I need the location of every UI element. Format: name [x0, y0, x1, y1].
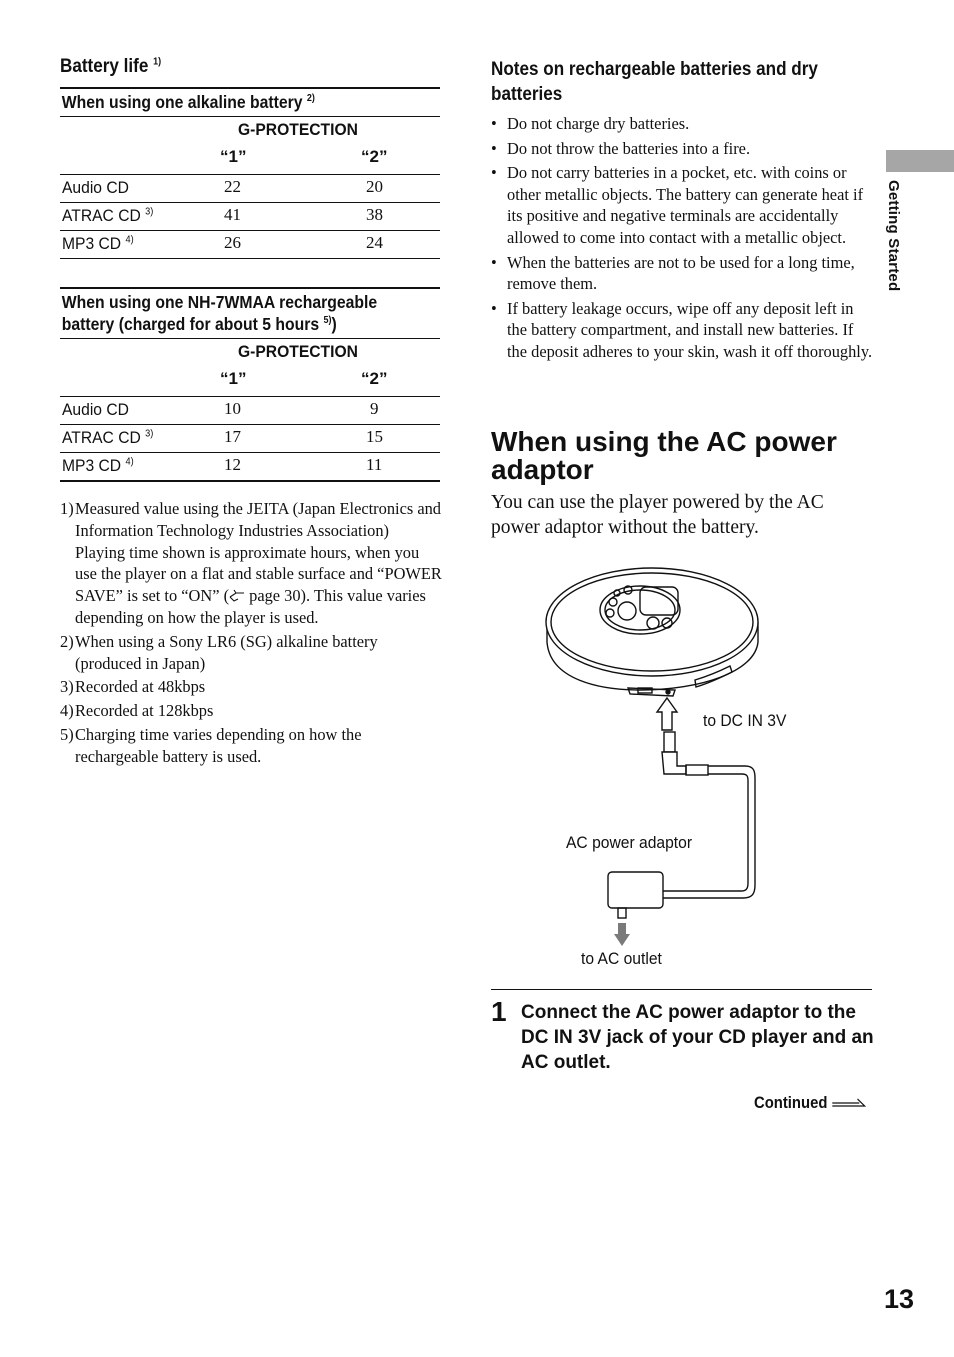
dc-plug-cable [662, 732, 755, 898]
outlet-label: to AC outlet [581, 949, 662, 968]
step-divider [491, 989, 872, 990]
table-row: ATRAC CD $^{3)}$ 17 15 [62, 427, 383, 447]
rechargeable-battery-table [60, 287, 440, 482]
page-reference-icon [229, 586, 245, 605]
column-header-1: “1” [220, 369, 247, 388]
step-number: 1 [491, 996, 507, 1027]
section-tab-marker [886, 150, 954, 172]
ac-adaptor-icon [608, 872, 663, 918]
section-heading: When using the AC power adaptor [491, 426, 837, 485]
table-caption: When using one alkaline battery $^{2)}$ [61, 92, 315, 112]
section-intro: You can use the player powered by the AC power adaptor without the battery. [491, 492, 824, 538]
g-protection-header: G-PROTECTION [238, 342, 358, 361]
table-caption: When using one NH-7WMAA rechargeable battery (charged for about 5 hours $^{5)}$) [61, 292, 378, 334]
list-item: • If battery leakage occurs, wipe off any deposit left in the battery compartment, and install new batteries. If the deposit adheres to your skin, wash it off thoroughly. [491, 298, 873, 361]
table-row: Audio CD 22 20 [62, 177, 383, 197]
ac-adaptor-illustration [490, 560, 790, 960]
step-text: Connect the AC power adaptor to the DC IN 3V jack of your CD player and an AC outlet. [521, 1002, 874, 1073]
table-row: ATRAC CD $^{3)}$ 41 38 [62, 205, 383, 225]
list-item: • Do not carry batteries in a pocket, etc. with coins or other metallic objects. The battery can generate heat if its positive and negative terminals are accidentally allowed to come into contact with a metallic object. [491, 163, 864, 247]
section-tab-label: Getting Started [885, 180, 902, 292]
table-row: MP3 CD $^{4)}$ 26 24 [62, 233, 383, 253]
table-row: MP3 CD $^{4)}$ 12 11 [62, 455, 383, 475]
list-item: • Do not charge dry batteries. [491, 114, 690, 133]
arrow-down-icon [614, 923, 630, 946]
column-headers [60, 367, 440, 396]
footnote-1: 1) Measured value using the JEITA (Japan Electronics and Information Technology Industries Association) Playing time shown is approximate hours, when you use the player on a flat and stable surface and “POWER SAVE” is set to “ON” ( page 30). This value varies depending on how the player is used. [60, 499, 442, 627]
list-item: • When the batteries are not to be used for a long time, remove them. [491, 252, 855, 294]
column-headers [60, 145, 440, 174]
column-header-2: “2” [361, 369, 388, 388]
dc-in-label: to DC IN 3V [703, 711, 787, 730]
cd-player-icon [546, 568, 758, 696]
alkaline-battery-table [60, 87, 440, 259]
arrow-up-icon [657, 698, 677, 730]
continued-arrow-icon [832, 1094, 868, 1112]
footnote-5: 5) Charging time varies depending on how the rechargeable battery is used. [60, 724, 362, 766]
g-protection-header: G-PROTECTION [238, 120, 358, 139]
adaptor-label: AC power adaptor [566, 833, 693, 852]
column-header-2: “2” [361, 147, 388, 166]
notes-heading: Notes on rechargeable batteries and dry batteries [491, 59, 818, 105]
continued-link[interactable]: Continued [754, 1094, 868, 1113]
column-header-1: “1” [220, 147, 247, 166]
footnote-4: 4) Recorded at 128kbps [60, 701, 214, 721]
list-item: • Do not throw the batteries into a fire. [491, 138, 751, 158]
page-number: 13 [884, 1284, 915, 1314]
footnote-2: 2) When using a Sony LR6 (SG) alkaline battery (produced in Japan) [60, 631, 378, 673]
footnotes [60, 498, 445, 770]
footnote-3: 3) Recorded at 48kbps [60, 677, 206, 697]
notes-list [491, 113, 873, 366]
table-row: Audio CD 10 9 [62, 399, 379, 419]
battery-life-heading: Battery life $^{1)}$ [60, 56, 162, 77]
